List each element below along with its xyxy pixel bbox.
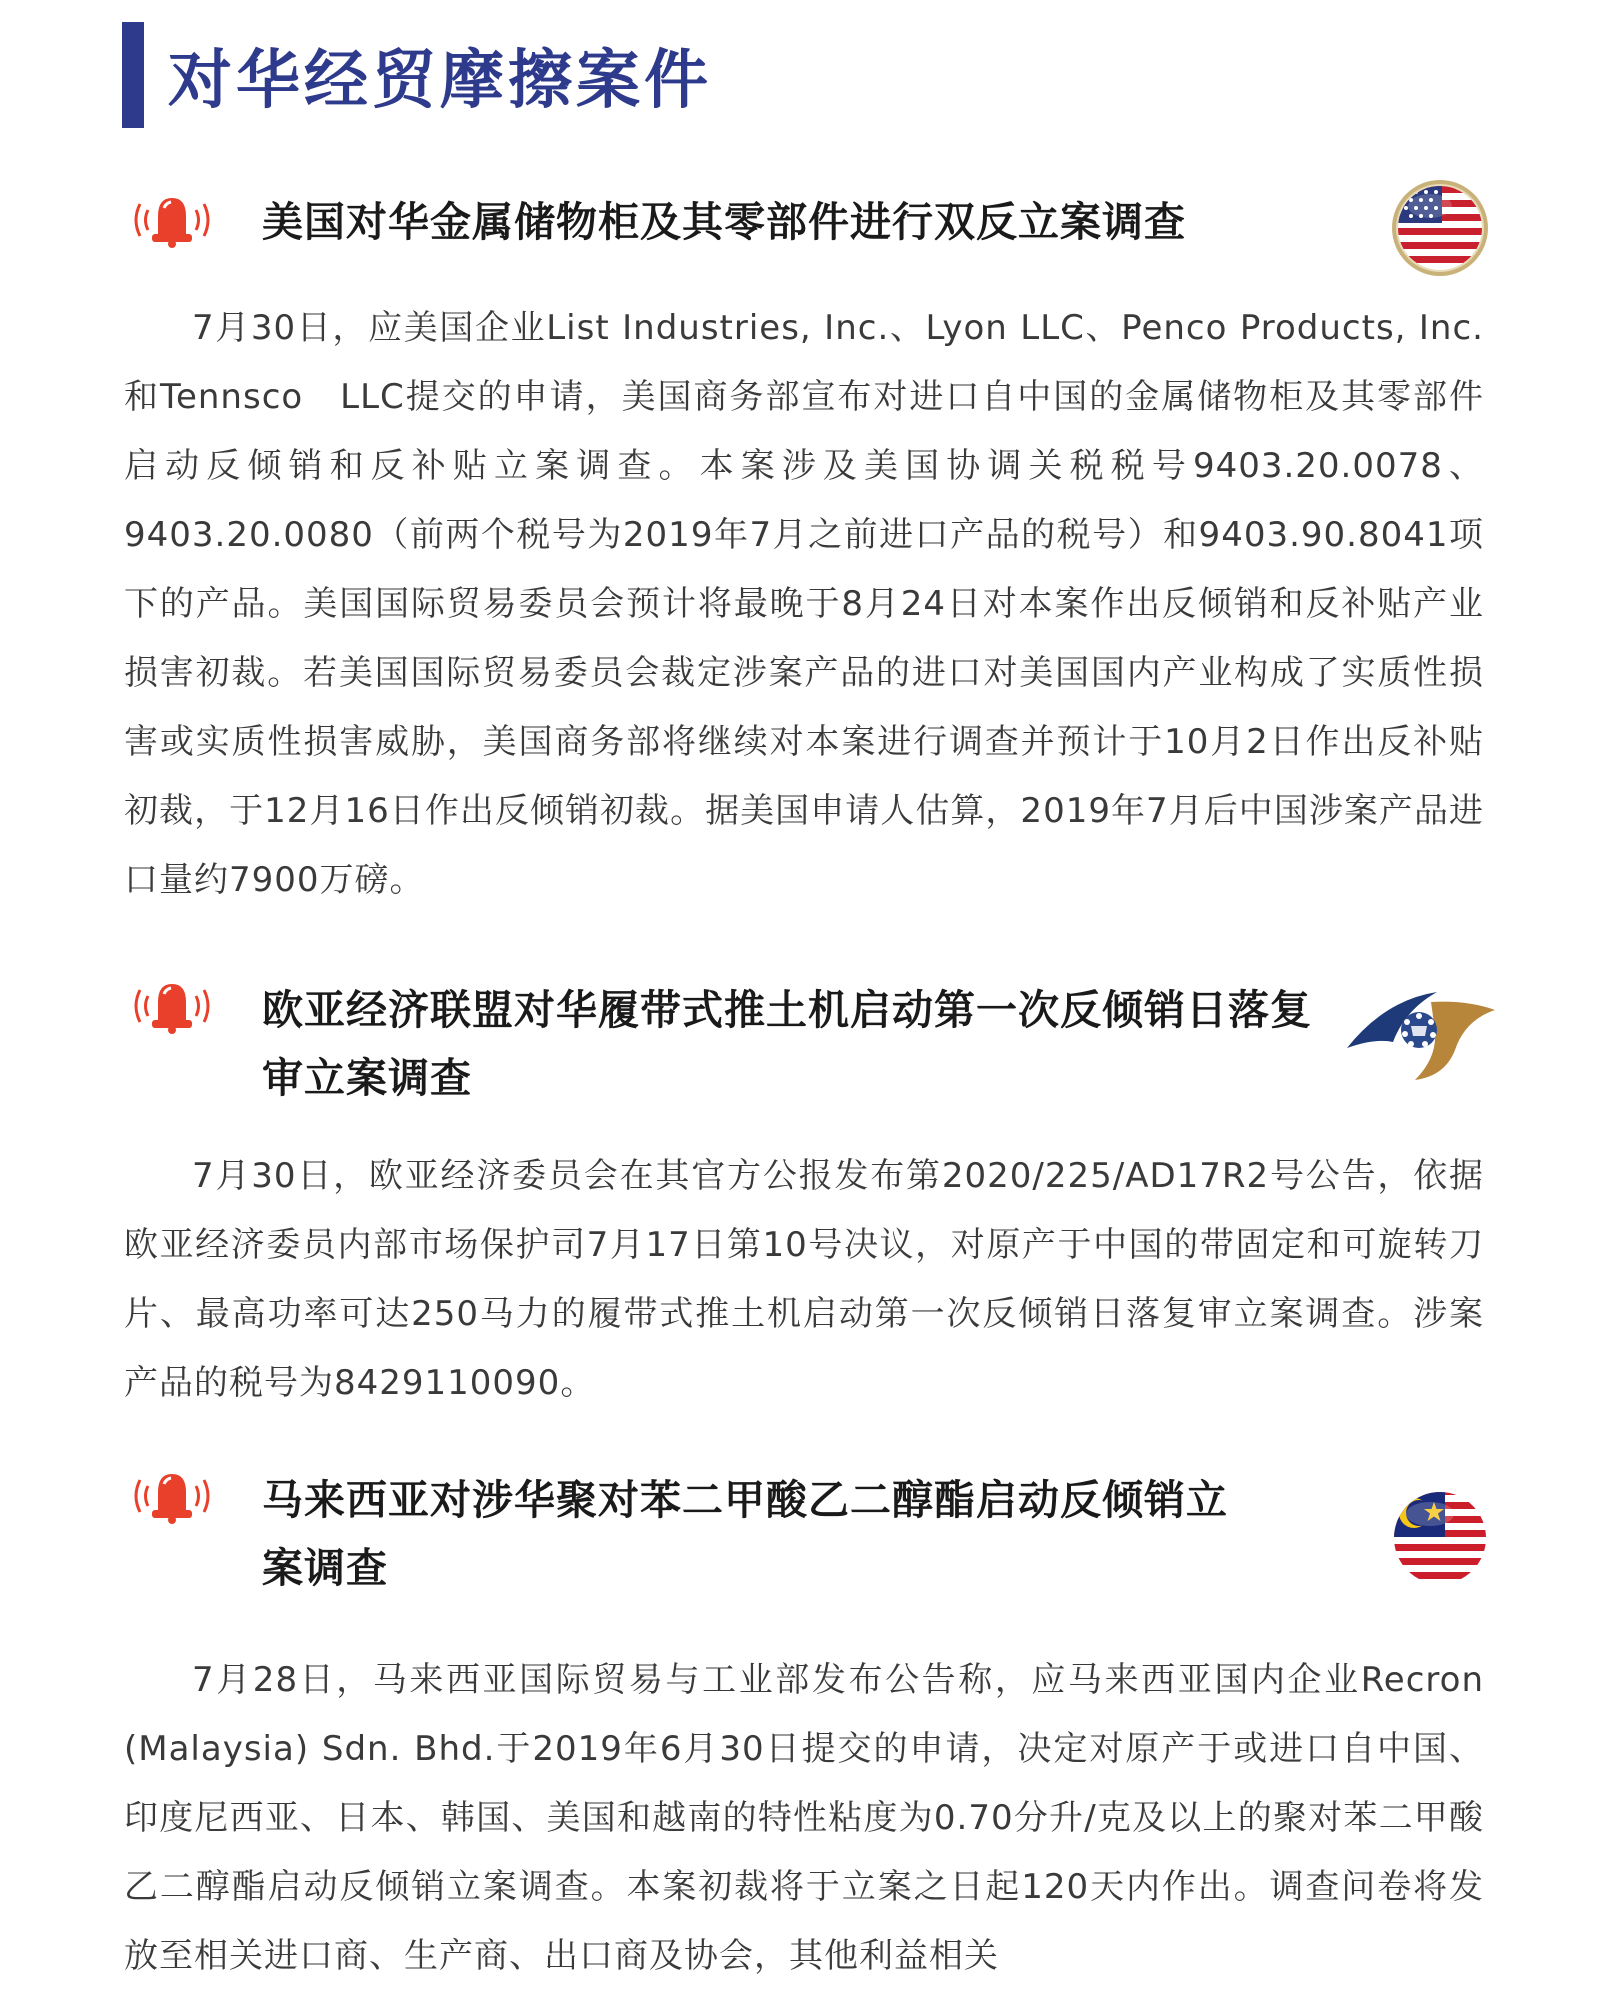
alarm-bell-icon: [124, 1468, 220, 1524]
section-header: [122, 22, 712, 128]
usa-flag-icon: [1390, 178, 1490, 278]
section-accent-bar: [122, 22, 144, 128]
article-body: 7月28日，马来西亚国际贸易与工业部发布公告称，应马来西亚国内企业Recron (Malaysia) Sdn. Bhd.于2019年6月30日提交的申请，决定对原产于或进口自中国、印度尼西亚、日本、韩国、美国和越南的特性粘度为0.70分升/克及以上的聚对苯二甲酸乙二醇酯启动反倾销立案调查。本案初裁将于立案之日起120天内作出。调查问卷将发放至相关进口商、生产商、出口商及协会，其他利益相关: [124, 1660, 1484, 1976]
alarm-bell-icon: [124, 978, 220, 1034]
article-body: 7月30日，应美国企业List Industries, Inc.、Lyon LLC、Penco Products, Inc.和Tennsco LLC提交的申请，美国商务部宣布对进口自中国的金属储物柜及其零部件启动反倾销和反补贴立案调查。本案涉及美国协调关税税号9403.20.0078、9403.20.0080（前两个税号为2019年7月之前进口产品的税号）和9403.90.8041项下的产品。美国国际贸易委员会预计将最晚于8月24日对本案作出反倾销和反补贴产业损害初裁。若美国国际贸易委员会裁定涉案产品的进口对美国国内产业构成了实质性损害或实质性损害威胁，美国商务部将继续对本案进行调查并预计于10月2日作出反补贴初裁，于12月16日作出反倾销初裁。据美国申请人估算，2019年7月后中国涉案产品进口量约7900万磅。: [124, 308, 1484, 900]
headline: 美国对华金属储物柜及其零部件进行双反立案调查: [262, 198, 1186, 246]
section-title: 对华经贸摩擦案件: [168, 44, 712, 118]
alarm-bell-icon: [124, 192, 220, 248]
headline: 欧亚经济联盟对华履带式推土机启动第一次反倾销日落复审立案调查: [262, 986, 1312, 1102]
malaysia-flag-icon: [1390, 1488, 1490, 1588]
article-body: 7月30日，欧亚经济委员会在其官方公报发布第2020/225/AD17R2号公告，依据欧亚经济委员内部市场保护司7月17日第10号决议，对原产于中国的带固定和可旋转刀片、最高功率可达250马力的履带式推土机启动第一次反倾销日落复审立案调查。涉案产品的税号为8429110090。: [124, 1156, 1484, 1403]
headline: 马来西亚对涉华聚对苯二甲酸乙二醇酯启动反倾销立案调查: [262, 1476, 1228, 1592]
eaeu-emblem-icon: [1345, 980, 1500, 1090]
